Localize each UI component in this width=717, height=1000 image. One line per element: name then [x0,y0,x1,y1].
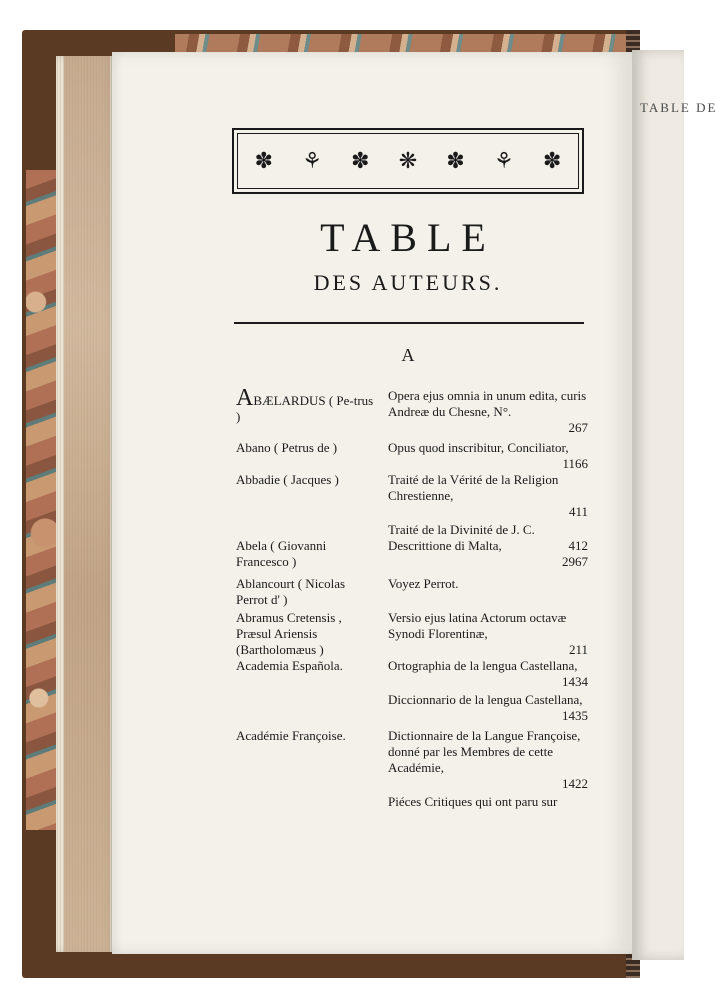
entry-number: 2967 [562,554,588,569]
works-list [388,440,588,474]
work-title [388,440,588,472]
work-text: Traité de la Divinité de J. C. [388,522,535,537]
ornament-motif: ✽ [446,148,465,174]
page-block-edge [56,56,114,952]
ornament-motif: ✽ [542,148,562,174]
author-name [236,728,378,744]
author-name [236,576,378,608]
works-list [388,728,588,812]
work-title [388,610,588,658]
work-title [388,576,588,592]
ornament-motif: ❋ [398,148,418,174]
work-title [388,728,588,792]
entry-number: 411 [568,504,588,519]
author-name [236,440,378,456]
work-title [388,472,588,520]
author-text: Abbadie ( Jacques ) [236,472,339,487]
work-title [388,388,588,436]
page-subtitle: DES AUTEURS. [313,270,503,295]
ornament-motif: ⚘ [494,148,514,174]
section-letter: A [401,345,415,365]
work-text: Ortographia de la lengua Castellana, [388,658,578,673]
work-title [388,658,588,690]
ornament-motif: ✽ [254,148,274,174]
author-name [236,610,378,658]
entry-number: 1434 [562,674,588,689]
marbled-edge-top [175,34,627,52]
work-text: Opus quod inscribitur, Conciliator, [388,440,569,455]
entry-number: 211 [568,642,588,657]
works-list [388,658,588,726]
work-text: Opera ejus omnia in unum edita, curis Andreæ du Chesne, N°. [388,388,587,419]
author-name [236,385,378,425]
entry-number: 267 [568,420,588,435]
work-text: Piéces Critiques qui ont paru sur [388,794,558,809]
work-title [388,794,588,810]
work-text: Traité de la Vérité de la Religion Chrestienne, [388,472,559,503]
work-title [388,538,588,570]
author-name [236,538,378,570]
author-text: Academia Española. [236,658,343,673]
ornamental-headpiece [232,128,584,194]
work-text: Descrittione di Malta, [388,538,502,553]
author-name [236,472,378,488]
ornament-motif: ✽ [351,148,370,174]
title-rule [234,322,584,324]
author-text: Abano ( Petrus de ) [236,440,338,455]
work-text: Versio ejus latina Actorum octavæ Synodi Florentinæ, [388,610,567,641]
author-name [236,658,378,674]
entry-number: 1422 [562,776,588,791]
works-list [388,576,588,594]
right-page-header: TABLE DE [640,100,717,115]
works-list [388,388,588,438]
entry-number: 1166 [562,456,588,471]
author-text: BÆLARDUS ( Pe-trus ) [236,393,374,424]
work-title [388,692,588,724]
works-list [388,538,588,572]
work-text: Diccionnario de la lengua Castellana, [388,692,583,707]
marbled-edge-left [26,170,58,830]
work-text: Voyez Perrot. [388,576,459,591]
works-list [388,610,588,660]
drop-initial: A [236,385,254,411]
entry-number: 412 [568,538,588,553]
author-text: Ablancourt ( Nicolas Perrot d' ) [236,576,346,607]
author-text: Abela ( Giovanni Francesco ) [236,538,327,569]
work-text: Dictionnaire de la Langue Françoise, donné par les Membres de cette Académie, [388,728,581,775]
author-text: Abramus Cretensis , Præsul Ariensis (Bartholomæus ) [236,610,342,657]
page-title: TABLE [320,215,496,260]
ornament-motif: ⚘ [302,148,322,174]
right-page [632,50,717,960]
author-text: Académie Françoise. [236,728,346,743]
entry-number: 1435 [562,708,588,723]
